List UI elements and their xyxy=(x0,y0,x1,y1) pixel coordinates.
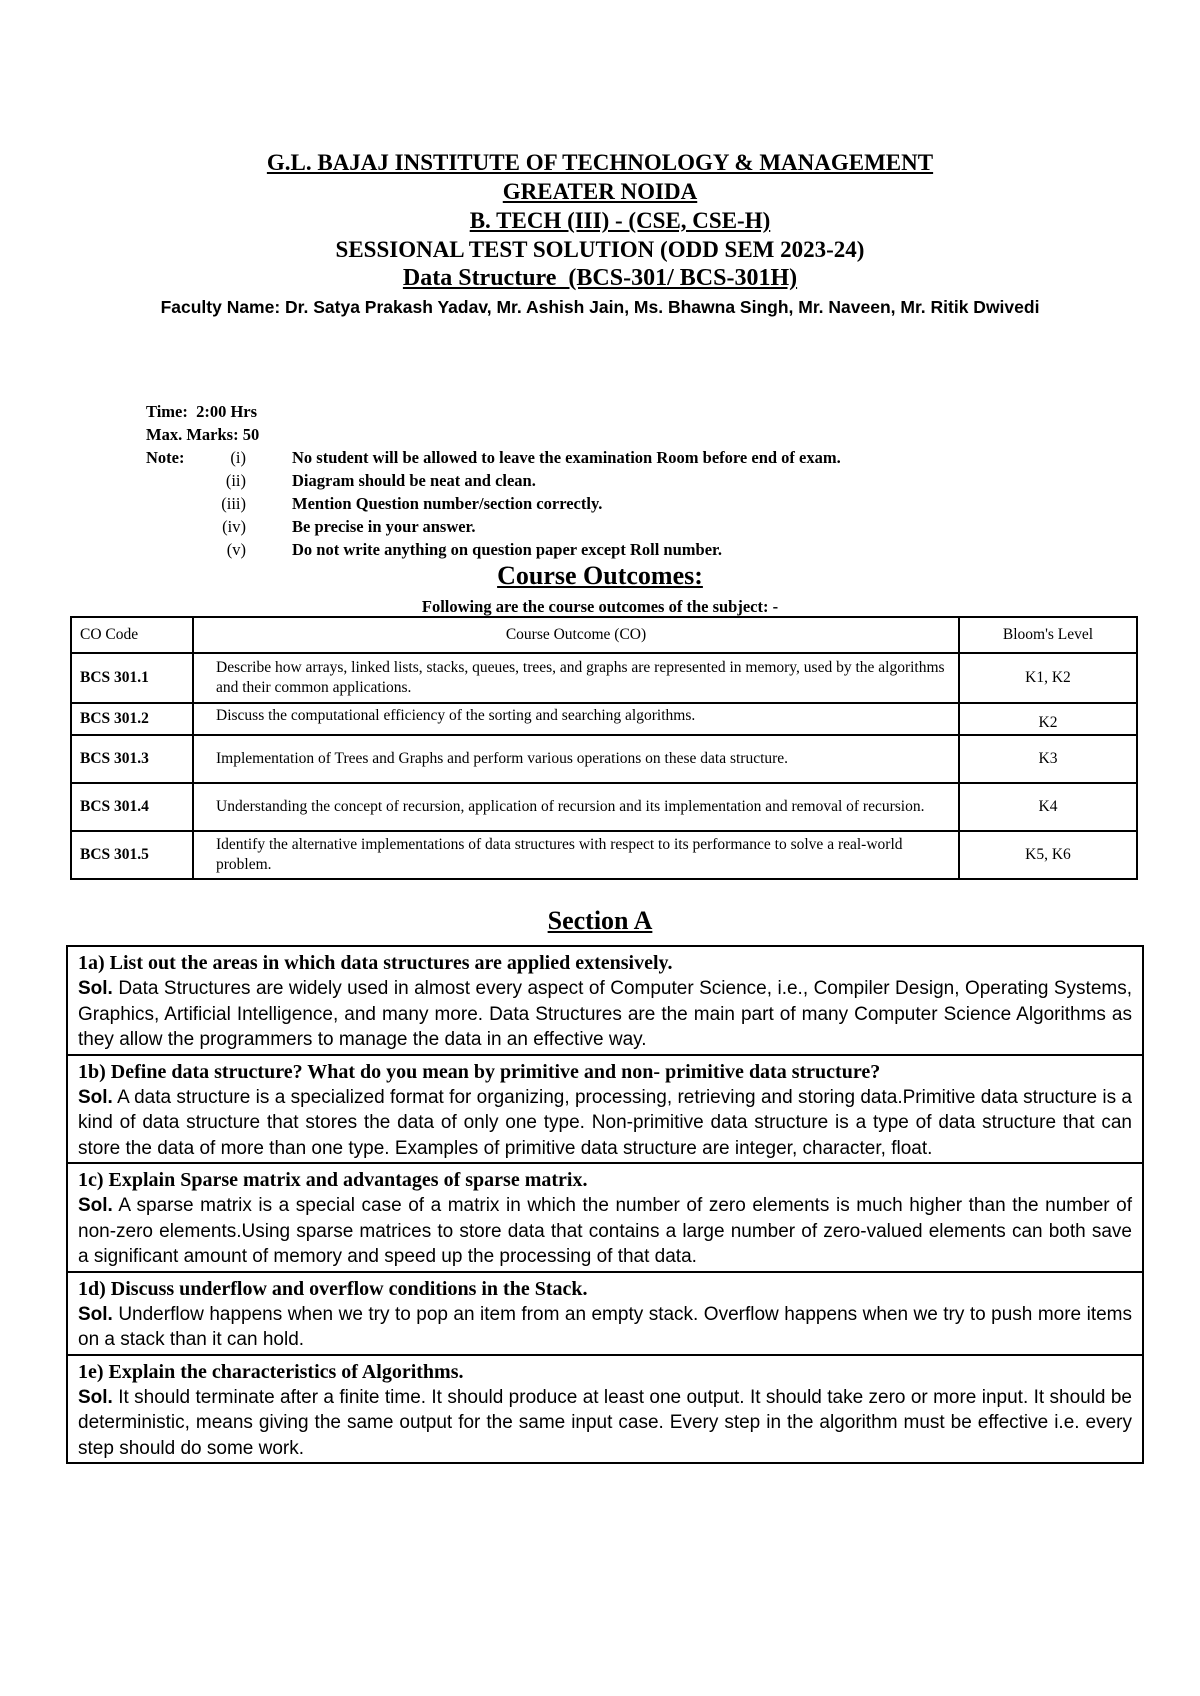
question-text: 1b) Define data structure? What do you mean by primitive and non- primitive data structure? xyxy=(78,1060,881,1083)
note-number: (v) xyxy=(226,540,246,559)
answer-text xyxy=(78,1385,1132,1462)
co-outcome-cell: Understanding the concept of recursion, application of recursion and its implementation and removal of recursion. xyxy=(193,783,959,831)
table-row xyxy=(71,735,1137,783)
institute-name: G.L. BAJAJ INSTITUTE OF TECHNOLOGY & MANAGEMENT xyxy=(266,150,934,175)
table-row xyxy=(71,653,1137,703)
note-row xyxy=(146,469,1046,492)
answer-text xyxy=(78,1085,1132,1162)
answer-body: A sparse matrix is a special case of a matrix in which the number of zero elements is much higher than the number of non-zero elements.Using sparse matrices to store data that contains a large number of zero-valued elements can both save a significant amount of memory and speed up the processing of that data. xyxy=(78,1195,1132,1267)
exam-max-marks: Max. Marks: 50 xyxy=(146,425,260,444)
question-text: 1c) Explain Sparse matrix and advantages of sparse matrix. xyxy=(78,1169,588,1191)
sol-label: Sol. xyxy=(78,978,113,999)
answer-text xyxy=(78,1302,1132,1353)
section-a-questions xyxy=(66,945,1144,1464)
answer-body: A data structure is a specialized format for organizing, processing, retrieving and storing data.Primitive data structure is a kind of data structure that stores the data of only one type. Non-primitive data structure is a type of data structure that can store the data of more than one type. Examples of primitive data structure are integer, character, float. xyxy=(78,1086,1132,1159)
faculty-names: Faculty Name: Dr. Satya Prakash Yadav, Mr. Ashish Jain, Ms. Bhawna Singh, Mr. Naveen, Mr. Ritik Dwivedi xyxy=(160,297,1040,317)
note-row xyxy=(146,538,1046,561)
co-level-cell: K1, K2 xyxy=(959,653,1137,703)
exam-time: Time: 2:00 Hrs xyxy=(146,402,258,421)
co-code-cell: BCS 301.4 xyxy=(71,783,193,831)
answer-body: Data Structures are widely used in almost every aspect of Computer Science, i.e., Compiler Design, Operating Systems, Graphics, Artificial Intelligence, and many more. Data Structures are the main part of many Computer Science Algorithms as they allow the programmers to manage the data in an effective way. xyxy=(78,978,1132,1050)
note-text: Be precise in your answer. xyxy=(292,517,476,536)
question-text: 1a) List out the areas in which data structures are applied extensively. xyxy=(78,952,673,974)
institute-city: GREATER NOIDA xyxy=(502,179,698,204)
column-header-co-code: CO Code xyxy=(71,617,193,653)
answer-text xyxy=(78,1193,1132,1270)
note-label: Note: xyxy=(146,448,185,467)
test-title: SESSIONAL TEST SOLUTION (ODD SEM 2023-24) xyxy=(335,237,865,262)
sol-label: Sol. xyxy=(78,1195,113,1216)
exam-notes xyxy=(146,446,1046,561)
co-level-cell: K5, K6 xyxy=(959,831,1137,879)
program-title: B. TECH (III) - (CSE, CSE-H) xyxy=(469,208,771,233)
note-row xyxy=(146,492,1046,515)
note-row xyxy=(146,515,1046,538)
note-number: (ii) xyxy=(225,471,246,490)
table-row xyxy=(71,783,1137,831)
note-number: (iii) xyxy=(221,494,246,513)
answer-body: It should terminate after a finite time. It should produce at least one output. It should take zero or more input. It should be deterministic, means giving the same output for the same input case. Every step in the algorithm must be effective i.e. every step should do some work. xyxy=(78,1386,1132,1459)
question-text: 1e) Explain the characteristics of Algorithms. xyxy=(78,1360,464,1383)
note-row xyxy=(146,446,1046,469)
co-outcome-cell: Describe how arrays, linked lists, stacks, queues, trees, and graphs are represented in memory, used by the algorithms and their common applications. xyxy=(193,653,959,703)
question-block xyxy=(68,1356,1142,1463)
course-outcomes-table xyxy=(70,616,1138,880)
document-header xyxy=(0,148,1200,319)
co-level-cell: K2 xyxy=(959,703,1137,735)
co-code-cell: BCS 301.1 xyxy=(71,653,193,703)
subject-title: Data Structure (BCS-301/ BCS-301H) xyxy=(402,265,798,291)
note-text: No student will be allowed to leave the examination Room before end of exam. xyxy=(292,448,841,467)
sol-label: Sol. xyxy=(78,1086,113,1108)
co-outcome-cell: Identify the alternative implementations of data structures with respect to its performance to solve a real-world problem. xyxy=(193,831,959,879)
course-outcomes-subtitle: Following are the course outcomes of the subject: - xyxy=(421,597,779,616)
exam-meta xyxy=(146,400,259,446)
note-number: (iv) xyxy=(222,517,246,536)
co-code-cell: BCS 301.5 xyxy=(71,831,193,879)
question-block xyxy=(68,947,1142,1056)
note-number: (i) xyxy=(230,448,246,467)
column-header-course-outcome: Course Outcome (CO) xyxy=(193,617,959,653)
column-header-blooms-level: Bloom's Level xyxy=(959,617,1137,653)
table-row xyxy=(71,703,1137,735)
note-text: Do not write anything on question paper except Roll number. xyxy=(292,540,722,559)
table-row xyxy=(71,831,1137,879)
question-text: 1d) Discuss underflow and overflow conditions in the Stack. xyxy=(78,1277,588,1300)
question-block xyxy=(68,1164,1142,1273)
question-block xyxy=(68,1273,1142,1356)
table-header-row xyxy=(71,617,1137,653)
co-level-cell: K3 xyxy=(959,735,1137,783)
course-outcomes-title: Course Outcomes: xyxy=(497,561,703,590)
note-text: Diagram should be neat and clean. xyxy=(292,471,536,490)
co-code-cell: BCS 301.3 xyxy=(71,735,193,783)
answer-text xyxy=(78,976,1132,1053)
answer-body: Underflow happens when we try to pop an item from an empty stack. Overflow happens when we try to push more items on a stack than it can hold. xyxy=(78,1303,1132,1350)
co-outcome-cell: Implementation of Trees and Graphs and perform various operations on these data structure. xyxy=(193,735,959,783)
co-outcome-cell: Discuss the computational efficiency of the sorting and searching algorithms. xyxy=(193,703,959,735)
question-block xyxy=(68,1056,1142,1165)
section-a-title: Section A xyxy=(547,906,653,935)
sol-label: Sol. xyxy=(78,1386,113,1408)
note-text: Mention Question number/section correctly. xyxy=(292,494,603,513)
sol-label: Sol. xyxy=(78,1303,113,1325)
co-code-cell: BCS 301.2 xyxy=(71,703,193,735)
co-level-cell: K4 xyxy=(959,783,1137,831)
